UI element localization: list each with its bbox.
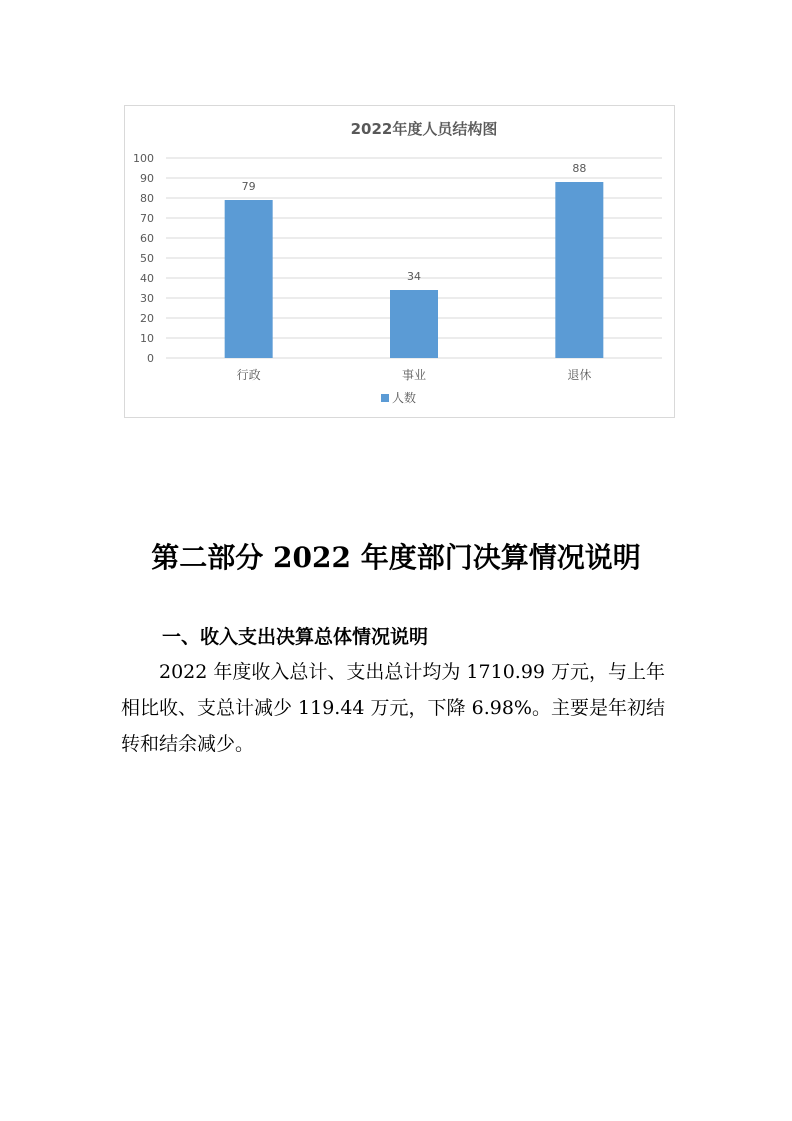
y-tick-label: 50 bbox=[140, 252, 154, 265]
bar bbox=[225, 200, 273, 358]
section-title: 第二部分 2022 年度部门决算情况说明 bbox=[151, 541, 641, 574]
chart-title: 2022年度人员结构图 bbox=[350, 120, 498, 138]
data-label: 79 bbox=[241, 180, 256, 193]
y-tick-label: 100 bbox=[133, 152, 154, 165]
y-tick-label: 90 bbox=[140, 172, 154, 185]
legend-swatch bbox=[381, 394, 389, 402]
y-tick-label: 60 bbox=[140, 232, 154, 245]
x-tick-label: 事业 bbox=[401, 368, 427, 382]
y-tick-label: 80 bbox=[140, 192, 154, 205]
data-label: 88 bbox=[572, 162, 587, 175]
y-tick-label: 10 bbox=[140, 332, 154, 345]
bar bbox=[390, 290, 438, 358]
personnel-chart bbox=[124, 105, 675, 418]
y-tick-label: 30 bbox=[140, 292, 154, 305]
y-tick-label: 70 bbox=[140, 212, 154, 225]
body-paragraph: 2022 年度收入总计、支出总计均为 1710.99 万元，与上年相比收、支总计减少 119.44 万元，下降 6.98%。主要是年初结转和结余减少。 bbox=[121, 661, 666, 755]
y-tick-label: 40 bbox=[140, 272, 154, 285]
bar-chart bbox=[125, 106, 676, 419]
data-label: 34 bbox=[407, 270, 421, 283]
x-tick-label: 行政 bbox=[236, 368, 261, 382]
y-tick-label: 20 bbox=[140, 312, 154, 325]
x-tick-label: 退休 bbox=[567, 368, 592, 382]
bar bbox=[555, 182, 603, 358]
y-tick-label: 0 bbox=[147, 352, 154, 365]
subheading: 一、收入支出决算总体情况说明 bbox=[162, 626, 429, 648]
legend-label: 人数 bbox=[392, 391, 417, 405]
